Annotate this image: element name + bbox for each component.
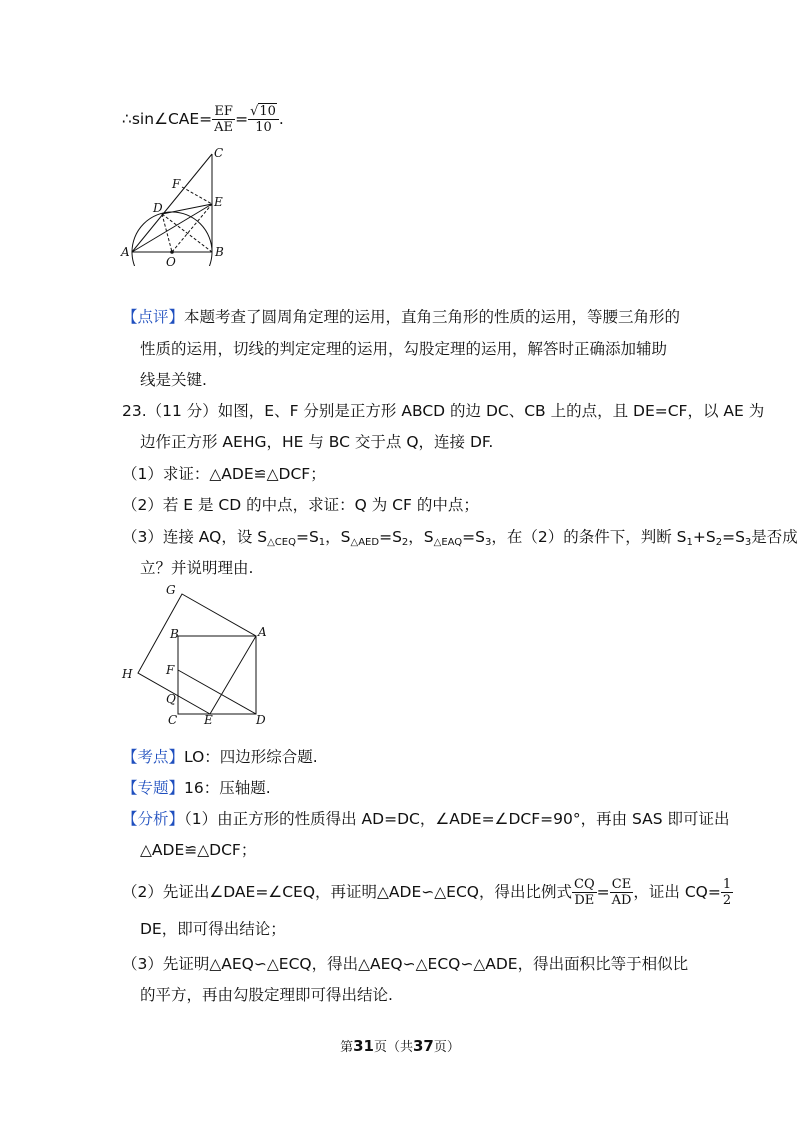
label-d: D [256, 713, 266, 726]
page-number: 31 [353, 1037, 374, 1055]
figure-squares [118, 580, 270, 726]
figure-circle-geometry [118, 144, 238, 266]
fraction-ef-ae: $\frac{EF}{AE}$ [214, 104, 234, 135]
fenxi-line-5: （3）先证明△AEQ∽△ECQ，得出△AEQ∽△ECQ∽△ADE，得出面积比等于相似比 [122, 955, 689, 973]
page-footer: 第31页（共37页） [340, 1037, 460, 1055]
segment-fe-dashed [182, 187, 212, 204]
label-c: C [214, 146, 224, 160]
segment-ac [132, 154, 212, 252]
center-point-o [170, 250, 174, 254]
review-line-3: 线是关键. [140, 371, 207, 389]
label-q: Q [166, 692, 176, 706]
q23-line-1: 23.（11 分）如图，E、F 分别是正方形 ABCD 的边 DC、CB 上的点，且 DE=CF，以 AE 为 [122, 402, 765, 420]
q23-part-3: （3）连接 AQ，设 $S_{\triangle CEQ}=S_1$，$S_{\triangle AED}=S_2$，$S_{\triangle EAQ}=S_3$，在（2）的条件下，判断 $S_1+S_2=S_3$是否成 [122, 528, 798, 548]
label-a: A [258, 625, 267, 639]
review-tag: 【点评】 [122, 308, 185, 326]
kaodian-line: 【考点】LO：四边形综合题. [122, 748, 318, 766]
segment-ae [132, 204, 212, 252]
label-b: B [215, 245, 224, 259]
label-e: E [214, 195, 223, 209]
zhuanti-line: 【专题】16：压轴题. [122, 779, 271, 797]
label-f: F [166, 663, 175, 677]
q23-part-3-cont: 立？并说明理由. [140, 559, 254, 577]
fenxi-line-1: 【分析】（1）由正方形的性质得出 AD=DC，∠ADE=∠DCF=90°，再由 SAS 即可证出 [122, 810, 730, 828]
fenxi-line-3: （2）先证出∠DAE=∠CEQ，再证明△ADE∽△ECQ，得出比例式 $\frac{CQ}{DE}$ = $\frac{CE}{AD}$ ，证出 CQ= $\frac{1}{2}$ [122, 877, 732, 908]
label-a: A [121, 245, 130, 259]
page-total: 37 [413, 1037, 434, 1055]
q23-line-2: 边作正方形 AEHG，HE 与 BC 交于点 Q，连接 DF. [140, 433, 494, 451]
fenxi-line-6: 的平方，再由勾股定理即可得出结论. [140, 986, 393, 1004]
fraction-1-2: $\frac{1}{2}$ [722, 877, 732, 908]
label-d: D [153, 201, 163, 215]
sin-cae-formula: ∴sin∠CAE= $\frac{EF}{AE}$ = $\frac{√10}{10}$ . [122, 104, 284, 135]
label-e: E [204, 713, 213, 726]
segment-df [178, 670, 256, 714]
label-c: C [168, 713, 178, 726]
q23-part-2: （2）若 E 是 CD 的中点，求证：Q 为 CF 的中点； [122, 496, 479, 514]
segment-db-dashed [162, 214, 212, 252]
label-f: F [172, 177, 181, 191]
kaodian-tag: 【考点】 [122, 748, 185, 766]
fenxi-line-4: DE，即可得出结论； [140, 920, 286, 938]
fenxi-line-2: △ADE≌△DCF； [140, 841, 257, 859]
review-line-1: 【点评】本题考查了圆周角定理的运用，直角三角形的性质的运用，等腰三角形的 [122, 308, 681, 326]
q23-part-1: （1）求证：△ADE≌△DCF； [122, 465, 326, 483]
fenxi-tag: 【分析】 [122, 810, 185, 828]
zhuanti-tag: 【专题】 [122, 779, 185, 797]
label-g: G [166, 583, 176, 597]
fraction-ce-ad: $\frac{CE}{AD}$ [611, 877, 632, 908]
square-aehg [138, 594, 256, 714]
review-line-2: 性质的运用，切线的判定定理的运用，勾股定理的运用，解答时正确添加辅助 [140, 340, 668, 358]
label-o: O [166, 255, 176, 266]
label-b: B [170, 627, 179, 641]
label-h: H [122, 667, 133, 681]
fraction-sqrt10-10: $\frac{√10}{10}$ [248, 104, 279, 135]
fraction-cq-de: $\frac{CQ}{DE}$ [574, 877, 595, 908]
